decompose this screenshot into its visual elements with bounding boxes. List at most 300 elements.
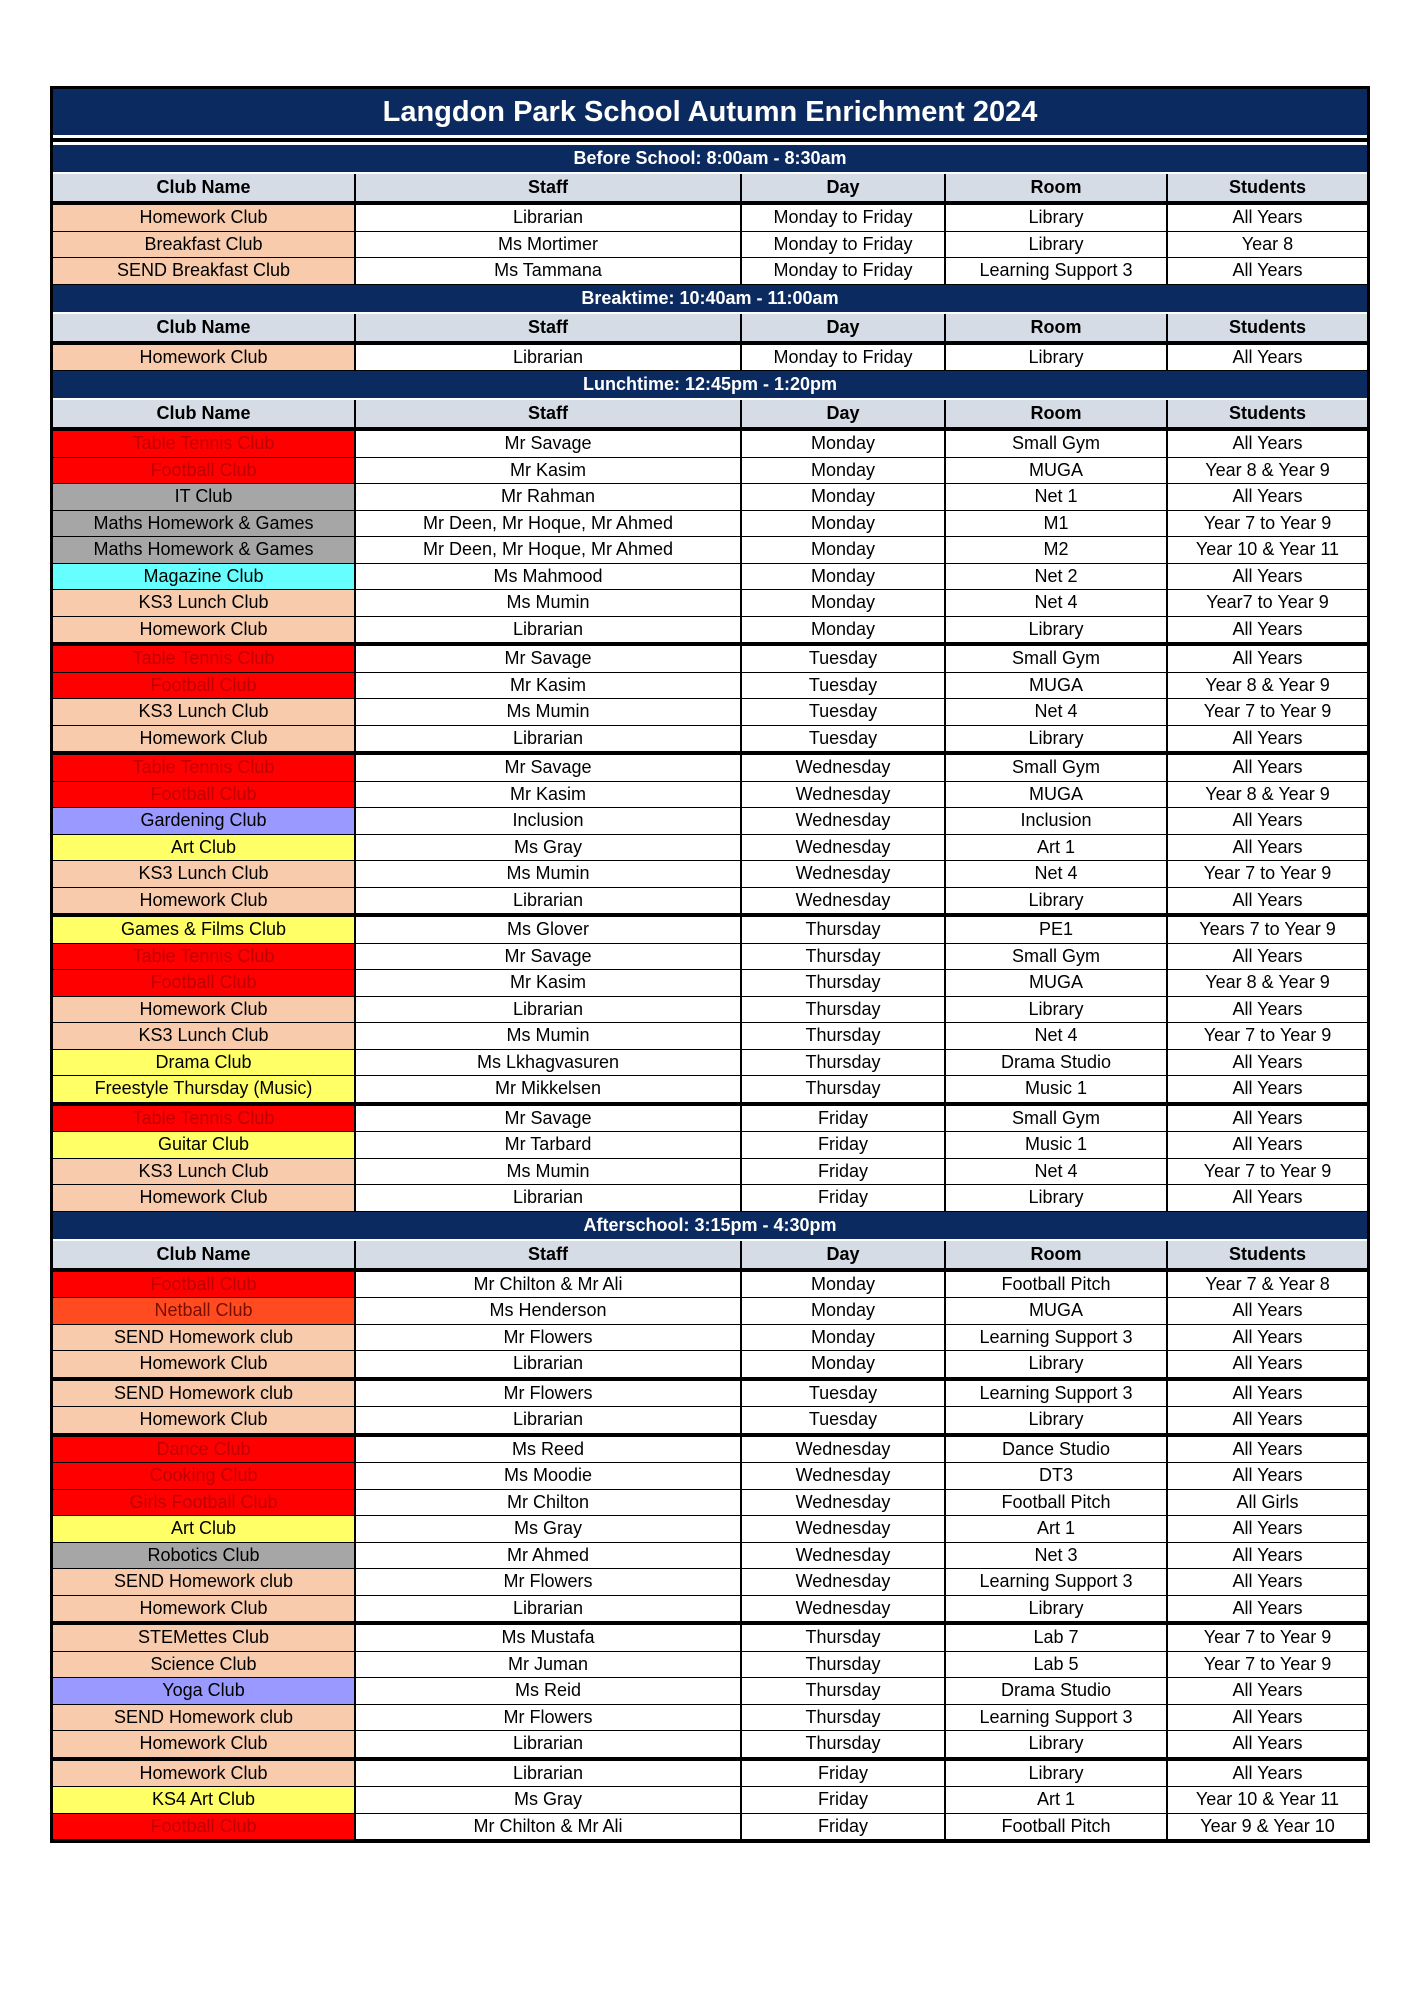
table-row <box>53 1132 1367 1159</box>
table-row <box>53 1298 1367 1325</box>
day-cell: Monday to Friday <box>742 232 944 258</box>
table-row <box>53 1407 1367 1437</box>
room-cell: Library <box>946 1596 1166 1622</box>
room-cell: PE1 <box>946 917 1166 943</box>
staff-cell: Ms Moodie <box>356 1463 740 1489</box>
room-cell: Net 1 <box>946 484 1166 510</box>
staff-cell: Mr Mikkelsen <box>356 1076 740 1102</box>
day-cell: Thursday <box>742 917 944 943</box>
students-cell: Years 7 to Year 9 <box>1168 917 1367 943</box>
club-name-cell: Cooking Club <box>53 1463 354 1489</box>
club-name-cell: Homework Club <box>53 345 354 371</box>
room-cell: Football Pitch <box>946 1490 1166 1516</box>
room-cell: Drama Studio <box>946 1050 1166 1076</box>
club-name-cell: KS4 Art Club <box>53 1787 354 1813</box>
club-name-cell: Football Club <box>53 782 354 808</box>
day-cell: Tuesday <box>742 646 944 672</box>
table-row <box>53 917 1367 944</box>
club-name-cell: SEND Homework club <box>53 1705 354 1731</box>
day-cell: Monday <box>742 1272 944 1298</box>
column-header-club-name: Club Name <box>53 314 354 341</box>
staff-cell: Mr Flowers <box>356 1705 740 1731</box>
title-divider <box>53 138 1367 145</box>
room-cell: Library <box>946 997 1166 1023</box>
students-cell: All Years <box>1168 808 1367 834</box>
day-cell: Wednesday <box>742 755 944 781</box>
staff-cell: Mr Savage <box>356 1106 740 1132</box>
staff-cell: Ms Mortimer <box>356 232 740 258</box>
students-cell: Year 9 & Year 10 <box>1168 1814 1367 1840</box>
students-cell: Year 7 to Year 9 <box>1168 511 1367 537</box>
staff-cell: Ms Glover <box>356 917 740 943</box>
staff-cell: Ms Mumin <box>356 1023 740 1049</box>
staff-cell: Mr Savage <box>356 431 740 457</box>
room-cell: Small Gym <box>946 646 1166 672</box>
day-cell: Friday <box>742 1159 944 1185</box>
staff-cell: Librarian <box>356 1407 740 1433</box>
club-name-cell: Dance Club <box>53 1437 354 1463</box>
day-cell: Thursday <box>742 1050 944 1076</box>
staff-cell: Ms Lkhagvasuren <box>356 1050 740 1076</box>
room-cell: Music 1 <box>946 1132 1166 1158</box>
day-cell: Monday to Friday <box>742 205 944 231</box>
club-name-cell: KS3 Lunch Club <box>53 1159 354 1185</box>
students-cell: Year 7 to Year 9 <box>1168 1023 1367 1049</box>
day-cell: Wednesday <box>742 861 944 887</box>
club-name-cell: Breakfast Club <box>53 232 354 258</box>
timetable-section <box>53 145 1367 285</box>
day-cell: Tuesday <box>742 1407 944 1433</box>
staff-cell: Librarian <box>356 617 740 643</box>
day-cell: Thursday <box>742 997 944 1023</box>
staff-cell: Librarian <box>356 1351 740 1377</box>
table-row <box>53 997 1367 1024</box>
staff-cell: Librarian <box>356 345 740 371</box>
day-cell: Tuesday <box>742 1381 944 1407</box>
staff-cell: Mr Deen, Mr Hoque, Mr Ahmed <box>356 511 740 537</box>
students-cell: All Years <box>1168 1298 1367 1324</box>
day-cell: Thursday <box>742 970 944 996</box>
club-name-cell: Table Tennis Club <box>53 431 354 457</box>
day-cell: Thursday <box>742 1076 944 1102</box>
room-cell: Small Gym <box>946 1106 1166 1132</box>
table-row <box>53 537 1367 564</box>
club-name-cell: Homework Club <box>53 1761 354 1787</box>
club-name-cell: Art Club <box>53 1516 354 1542</box>
day-cell: Friday <box>742 1761 944 1787</box>
day-cell: Thursday <box>742 1678 944 1704</box>
staff-cell: Mr Juman <box>356 1652 740 1678</box>
students-cell: Year 8 & Year 9 <box>1168 970 1367 996</box>
table-row <box>53 944 1367 971</box>
students-cell: All Years <box>1168 205 1367 231</box>
students-cell: All Years <box>1168 1106 1367 1132</box>
club-name-cell: Homework Club <box>53 888 354 914</box>
staff-cell: Ms Mumin <box>356 590 740 616</box>
section-heading: Afterschool: 3:15pm - 4:30pm <box>53 1212 1367 1241</box>
column-header-day: Day <box>742 314 944 341</box>
day-cell: Wednesday <box>742 835 944 861</box>
club-name-cell: Yoga Club <box>53 1678 354 1704</box>
students-cell: All Years <box>1168 1132 1367 1158</box>
day-cell: Monday <box>742 511 944 537</box>
table-row <box>53 755 1367 782</box>
club-name-cell: Art Club <box>53 835 354 861</box>
column-header-room: Room <box>946 1241 1166 1268</box>
table-row <box>53 1516 1367 1543</box>
day-cell: Wednesday <box>742 782 944 808</box>
room-cell: Net 4 <box>946 590 1166 616</box>
room-cell: Library <box>946 1185 1166 1211</box>
day-cell: Monday <box>742 1298 944 1324</box>
staff-cell: Mr Deen, Mr Hoque, Mr Ahmed <box>356 537 740 563</box>
day-cell: Tuesday <box>742 673 944 699</box>
room-cell: Small Gym <box>946 431 1166 457</box>
students-cell: All Years <box>1168 1705 1367 1731</box>
room-cell: Net 4 <box>946 861 1166 887</box>
club-name-cell: KS3 Lunch Club <box>53 590 354 616</box>
room-cell: MUGA <box>946 458 1166 484</box>
day-cell: Thursday <box>742 944 944 970</box>
students-cell: Year 7 to Year 9 <box>1168 1652 1367 1678</box>
students-cell: All Years <box>1168 345 1367 371</box>
club-name-cell: Homework Club <box>53 1185 354 1211</box>
students-cell: All Years <box>1168 1351 1367 1377</box>
table-row <box>53 431 1367 458</box>
room-cell: M2 <box>946 537 1166 563</box>
students-cell: Year 7 to Year 9 <box>1168 699 1367 725</box>
staff-cell: Mr Flowers <box>356 1381 740 1407</box>
club-name-cell: Football Club <box>53 1814 354 1840</box>
column-header-row <box>53 400 1367 431</box>
staff-cell: Librarian <box>356 1761 740 1787</box>
table-row <box>53 673 1367 700</box>
room-cell: M1 <box>946 511 1166 537</box>
day-cell: Monday <box>742 1325 944 1351</box>
students-cell: All Years <box>1168 835 1367 861</box>
table-row <box>53 458 1367 485</box>
room-cell: Drama Studio <box>946 1678 1166 1704</box>
club-name-cell: Table Tennis Club <box>53 1106 354 1132</box>
day-cell: Monday <box>742 431 944 457</box>
club-name-cell: Games & Films Club <box>53 917 354 943</box>
day-cell: Thursday <box>742 1731 944 1757</box>
students-cell: All Years <box>1168 1569 1367 1595</box>
day-cell: Monday to Friday <box>742 345 944 371</box>
club-name-cell: Table Tennis Club <box>53 755 354 781</box>
students-cell: All Years <box>1168 1381 1367 1407</box>
club-name-cell: Freestyle Thursday (Music) <box>53 1076 354 1102</box>
column-header-students: Students <box>1168 400 1367 427</box>
room-cell: Art 1 <box>946 835 1166 861</box>
section-heading: Before School: 8:00am - 8:30am <box>53 145 1367 174</box>
room-cell: Music 1 <box>946 1076 1166 1102</box>
table-row <box>53 1678 1367 1705</box>
club-name-cell: Homework Club <box>53 997 354 1023</box>
table-row <box>53 511 1367 538</box>
students-cell: Year 7 to Year 9 <box>1168 1159 1367 1185</box>
room-cell: Library <box>946 1407 1166 1433</box>
students-cell: All Years <box>1168 1437 1367 1463</box>
club-name-cell: SEND Homework club <box>53 1325 354 1351</box>
table-row <box>53 1381 1367 1408</box>
staff-cell: Ms Mahmood <box>356 564 740 590</box>
table-row <box>53 1814 1367 1841</box>
club-name-cell: KS3 Lunch Club <box>53 699 354 725</box>
table-row <box>53 564 1367 591</box>
column-header-students: Students <box>1168 1241 1367 1268</box>
room-cell: Learning Support 3 <box>946 1705 1166 1731</box>
column-header-room: Room <box>946 174 1166 201</box>
column-header-club-name: Club Name <box>53 174 354 201</box>
club-name-cell: SEND Homework club <box>53 1381 354 1407</box>
column-header-staff: Staff <box>356 1241 740 1268</box>
room-cell: MUGA <box>946 782 1166 808</box>
table-row <box>53 1787 1367 1814</box>
day-cell: Thursday <box>742 1625 944 1651</box>
staff-cell: Librarian <box>356 1596 740 1622</box>
students-cell: All Years <box>1168 258 1367 284</box>
students-cell: All Years <box>1168 564 1367 590</box>
students-cell: Year 7 to Year 9 <box>1168 861 1367 887</box>
room-cell: Net 4 <box>946 1159 1166 1185</box>
staff-cell: Ms Gray <box>356 1516 740 1542</box>
table-row <box>53 345 1367 372</box>
room-cell: Lab 5 <box>946 1652 1166 1678</box>
students-cell: All Years <box>1168 1325 1367 1351</box>
day-cell: Friday <box>742 1814 944 1840</box>
staff-cell: Mr Savage <box>356 755 740 781</box>
students-cell: All Years <box>1168 1185 1367 1211</box>
day-cell: Monday <box>742 617 944 643</box>
students-cell: Year 8 & Year 9 <box>1168 458 1367 484</box>
club-name-cell: Girls Football Club <box>53 1490 354 1516</box>
table-row <box>53 699 1367 726</box>
room-cell: Library <box>946 232 1166 258</box>
table-row <box>53 590 1367 617</box>
students-cell: All Years <box>1168 1731 1367 1757</box>
students-cell: All Years <box>1168 1050 1367 1076</box>
staff-cell: Mr Rahman <box>356 484 740 510</box>
day-cell: Wednesday <box>742 1516 944 1542</box>
club-name-cell: Science Club <box>53 1652 354 1678</box>
day-cell: Monday <box>742 1351 944 1377</box>
club-name-cell: Robotics Club <box>53 1543 354 1569</box>
staff-cell: Librarian <box>356 1731 740 1757</box>
club-name-cell: SEND Breakfast Club <box>53 258 354 284</box>
staff-cell: Ms Mumin <box>356 861 740 887</box>
table-row <box>53 1272 1367 1299</box>
room-cell: Learning Support 3 <box>946 1381 1166 1407</box>
staff-cell: Librarian <box>356 726 740 752</box>
club-name-cell: Guitar Club <box>53 1132 354 1158</box>
column-header-row <box>53 174 1367 205</box>
section-heading: Breaktime: 10:40am - 11:00am <box>53 285 1367 314</box>
table-row <box>53 1076 1367 1106</box>
table-row <box>53 1050 1367 1077</box>
students-cell: Year7 to Year 9 <box>1168 590 1367 616</box>
staff-cell: Inclusion <box>356 808 740 834</box>
staff-cell: Mr Chilton <box>356 1490 740 1516</box>
room-cell: Small Gym <box>946 755 1166 781</box>
room-cell: Dance Studio <box>946 1437 1166 1463</box>
column-header-day: Day <box>742 174 944 201</box>
table-row <box>53 835 1367 862</box>
day-cell: Friday <box>742 1185 944 1211</box>
staff-cell: Ms Tammana <box>356 258 740 284</box>
room-cell: Learning Support 3 <box>946 258 1166 284</box>
staff-cell: Librarian <box>356 888 740 914</box>
day-cell: Wednesday <box>742 1437 944 1463</box>
room-cell: Net 4 <box>946 699 1166 725</box>
timetable-section <box>53 1212 1367 1841</box>
room-cell: Football Pitch <box>946 1814 1166 1840</box>
column-header-row <box>53 1241 1367 1272</box>
column-header-row <box>53 314 1367 345</box>
table-row <box>53 1023 1367 1050</box>
club-name-cell: Football Club <box>53 970 354 996</box>
staff-cell: Ms Mumin <box>356 699 740 725</box>
day-cell: Monday <box>742 484 944 510</box>
staff-cell: Ms Gray <box>356 835 740 861</box>
students-cell: All Girls <box>1168 1490 1367 1516</box>
students-cell: Year 10 & Year 11 <box>1168 1787 1367 1813</box>
students-cell: Year 8 & Year 9 <box>1168 673 1367 699</box>
day-cell: Wednesday <box>742 1569 944 1595</box>
students-cell: Year 8 <box>1168 232 1367 258</box>
table-row <box>53 1437 1367 1464</box>
students-cell: All Years <box>1168 1407 1367 1433</box>
column-header-staff: Staff <box>356 400 740 427</box>
club-name-cell: Maths Homework & Games <box>53 537 354 563</box>
table-row <box>53 1325 1367 1352</box>
table-row <box>53 1569 1367 1596</box>
table-row <box>53 1106 1367 1133</box>
students-cell: All Years <box>1168 888 1367 914</box>
club-name-cell: Netball Club <box>53 1298 354 1324</box>
club-name-cell: Football Club <box>53 673 354 699</box>
club-name-cell: IT Club <box>53 484 354 510</box>
table-row <box>53 205 1367 232</box>
table-row <box>53 1543 1367 1570</box>
staff-cell: Librarian <box>356 997 740 1023</box>
column-header-students: Students <box>1168 174 1367 201</box>
staff-cell: Mr Savage <box>356 944 740 970</box>
staff-cell: Ms Mumin <box>356 1159 740 1185</box>
room-cell: Net 4 <box>946 1023 1166 1049</box>
day-cell: Wednesday <box>742 1543 944 1569</box>
club-name-cell: STEMettes Club <box>53 1625 354 1651</box>
column-header-club-name: Club Name <box>53 1241 354 1268</box>
table-row <box>53 1185 1367 1212</box>
table-row <box>53 617 1367 647</box>
column-header-day: Day <box>742 1241 944 1268</box>
column-header-staff: Staff <box>356 174 740 201</box>
room-cell: Art 1 <box>946 1787 1166 1813</box>
section-heading: Lunchtime: 12:45pm - 1:20pm <box>53 371 1367 400</box>
table-row <box>53 1490 1367 1517</box>
table-row <box>53 484 1367 511</box>
table-row <box>53 726 1367 756</box>
staff-cell: Mr Flowers <box>356 1569 740 1595</box>
table-row <box>53 861 1367 888</box>
table-row <box>53 1351 1367 1381</box>
table-row <box>53 232 1367 259</box>
club-name-cell: Football Club <box>53 1272 354 1298</box>
table-row <box>53 1731 1367 1761</box>
staff-cell: Mr Tarbard <box>356 1132 740 1158</box>
staff-cell: Ms Reid <box>356 1678 740 1704</box>
table-row <box>53 1625 1367 1652</box>
staff-cell: Librarian <box>356 205 740 231</box>
staff-cell: Librarian <box>356 1185 740 1211</box>
column-header-staff: Staff <box>356 314 740 341</box>
sections-container <box>53 145 1367 1840</box>
room-cell: Lab 7 <box>946 1625 1166 1651</box>
table-row <box>53 1463 1367 1490</box>
room-cell: Football Pitch <box>946 1272 1166 1298</box>
club-name-cell: SEND Homework club <box>53 1569 354 1595</box>
enrichment-timetable <box>50 86 1370 1843</box>
club-name-cell: Football Club <box>53 458 354 484</box>
table-row <box>53 888 1367 918</box>
table-row <box>53 1159 1367 1186</box>
day-cell: Wednesday <box>742 888 944 914</box>
room-cell: Art 1 <box>946 1516 1166 1542</box>
students-cell: All Years <box>1168 431 1367 457</box>
staff-cell: Mr Savage <box>356 646 740 672</box>
club-name-cell: Homework Club <box>53 1596 354 1622</box>
room-cell: Library <box>946 205 1166 231</box>
table-row <box>53 646 1367 673</box>
staff-cell: Ms Reed <box>356 1437 740 1463</box>
day-cell: Thursday <box>742 1705 944 1731</box>
column-header-students: Students <box>1168 314 1367 341</box>
students-cell: All Years <box>1168 484 1367 510</box>
room-cell: MUGA <box>946 1298 1166 1324</box>
staff-cell: Ms Henderson <box>356 1298 740 1324</box>
day-cell: Monday <box>742 537 944 563</box>
club-name-cell: Maths Homework & Games <box>53 511 354 537</box>
staff-cell: Mr Chilton & Mr Ali <box>356 1814 740 1840</box>
students-cell: All Years <box>1168 617 1367 643</box>
staff-cell: Mr Kasim <box>356 458 740 484</box>
club-name-cell: Homework Club <box>53 1351 354 1377</box>
club-name-cell: Table Tennis Club <box>53 944 354 970</box>
room-cell: MUGA <box>946 970 1166 996</box>
students-cell: All Years <box>1168 1516 1367 1542</box>
day-cell: Monday <box>742 564 944 590</box>
room-cell: Library <box>946 888 1166 914</box>
students-cell: All Years <box>1168 1596 1367 1622</box>
room-cell: Net 3 <box>946 1543 1166 1569</box>
day-cell: Tuesday <box>742 726 944 752</box>
timetable-section <box>53 371 1367 1212</box>
staff-cell: Mr Kasim <box>356 970 740 996</box>
club-name-cell: Gardening Club <box>53 808 354 834</box>
column-header-room: Room <box>946 400 1166 427</box>
column-header-club-name: Club Name <box>53 400 354 427</box>
students-cell: All Years <box>1168 1463 1367 1489</box>
students-cell: All Years <box>1168 646 1367 672</box>
room-cell: Inclusion <box>946 808 1166 834</box>
students-cell: Year 7 to Year 9 <box>1168 1625 1367 1651</box>
room-cell: Learning Support 3 <box>946 1325 1166 1351</box>
club-name-cell: Homework Club <box>53 205 354 231</box>
table-row <box>53 808 1367 835</box>
room-cell: Learning Support 3 <box>946 1569 1166 1595</box>
room-cell: MUGA <box>946 673 1166 699</box>
